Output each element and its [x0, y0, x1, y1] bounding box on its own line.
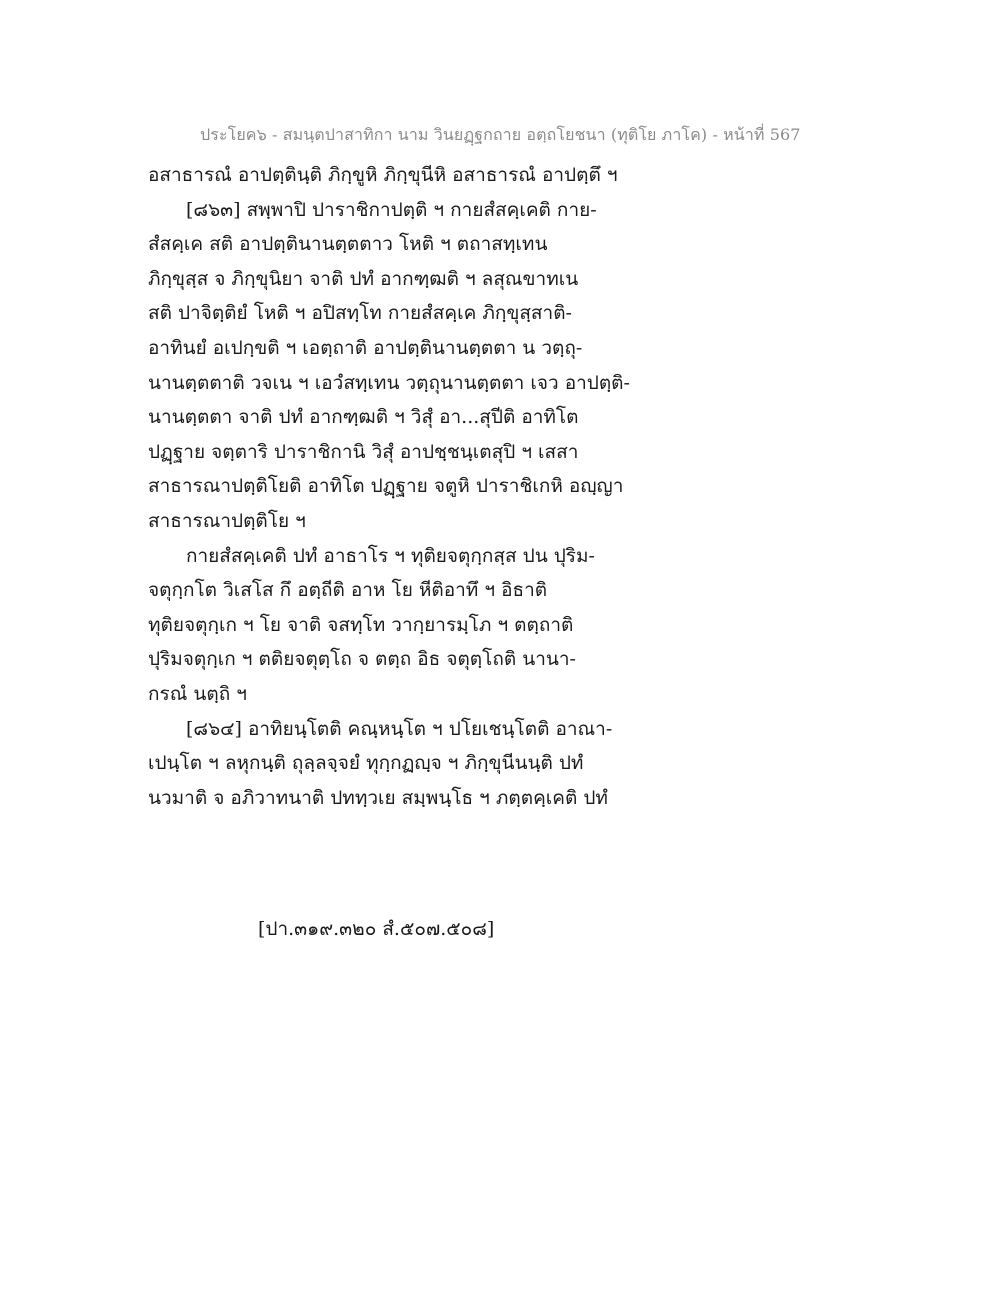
text-line: ปฏฺฐาย จตฺตาริ ปาราชิกานิ วิสุํ อาปชฺชนฺเตสุปิ ฯ เสสา	[148, 440, 579, 463]
running-header: ประโยค๖ - สมนฺตปาสาทิกา นาม วินยฏฺฐกถาย อตฺถโยชนา (ทุติโย ภาโค) - หน้าที่ 567	[200, 125, 801, 144]
text-line: ทุติยจตุกฺเก ฯ โย จาติ จสทฺโท วากฺยารมฺโภ ฯ ตตฺถาติ	[148, 613, 574, 636]
text-line: นวมาติ จ อภิวาทนาติ ปททฺวเย สมฺพนฺโธ ฯ ภตฺตคฺเคติ ปทํ	[148, 786, 608, 809]
text-line: ภิกฺขุสฺส จ ภิกฺขุนิยา จาติ ปทํ อากฑฺฒติ ฯ ลสุณขาทเน	[148, 267, 579, 290]
text-line: อสาธารณํ อาปตฺตินฺติ ภิกฺขูหิ ภิกฺขุนีหิ อสาธารณํ อาปตฺตึ ฯ	[148, 164, 618, 186]
text-line: กรณํ นตฺถิ ฯ	[148, 682, 247, 705]
text-line: สาธารณาปตฺติโยติ อาทิโต ปฏฺฐาย จตูหิ ปาราชิเกหิ อญฺญา	[148, 475, 624, 498]
text-line: จตุกฺกโต วิเสโส กึ อตฺถีติ อาห โย หีติอาทึ ฯ อิธาติ	[148, 579, 548, 602]
paragraph-start: กายสํสคฺเคติ ปทํ อาธาโร ฯ ทุติยจตุกฺกสฺส ปน ปุริม-	[186, 544, 595, 567]
paragraph-863-start: [๘๖๓] สพฺพาปิ ปาราชิกาปตฺติ ฯ กายสํสคฺเคติ กาย-	[186, 198, 597, 221]
text-line: สติ ปาจิตฺติยํ โหติ ฯ อปิสทฺโท กายสํสคฺเค ภิกฺขุสฺสาติ-	[148, 302, 572, 325]
text-line: ปุริมจตุกฺเก ฯ ตติยจตุตฺโถ จ ตตฺถ อิธ จตุตฺโถติ นานา-	[148, 648, 576, 671]
page-reference-footer: [ปา.๓๑๙.๓๒๐ สํ.๕๐๗.๕๐๘]	[258, 918, 495, 940]
text-line: อาทินยํ อเปกฺขติ ฯ เอตฺถาติ อาปตฺตินานตฺตตา น วตฺถุ-	[148, 336, 583, 359]
paragraph-864-start: [๘๖๔] อาทิยนฺโตติ คณฺหนฺโต ฯ ปโยเชนฺโตติ อาณา-	[186, 717, 613, 740]
text-line: นานตฺตตา จาติ ปทํ อากฑฺฒติ ฯ วิสุํ อา...สุปีติ อาทิโต	[148, 406, 579, 429]
text-line: นานตฺตตาติ วจเน ฯ เอวํสทฺเทน วตฺถุนานตฺตตา เจว อาปตฺติ-	[148, 371, 630, 394]
text-line: สํสคฺเค สติ อาปตฺตินานตฺตตาว โหติ ฯ ตถาสทฺเทน	[148, 233, 548, 256]
text-line: เปนฺโต ฯ ลหุกนฺติ ถุลฺลจฺจยํ ทุกฺกฏญฺจ ฯ ภิกฺขุนีนนฺติ ปทํ	[148, 752, 584, 775]
text-line: สาธารณาปตฺติโย ฯ	[148, 509, 306, 532]
body-text	[148, 158, 848, 815]
